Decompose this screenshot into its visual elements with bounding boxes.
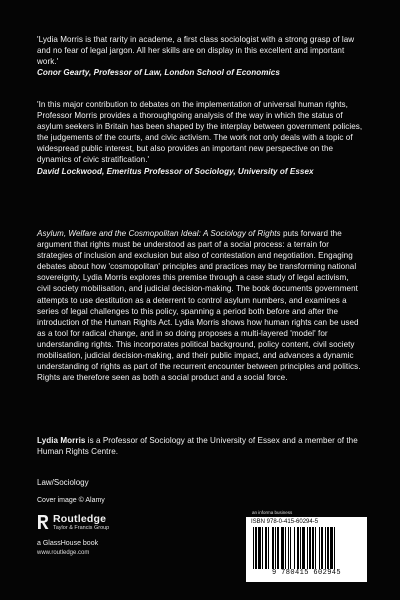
publisher-logo	[37, 513, 197, 573]
book-title: Asylum, Welfare and the Cosmopolitan Ideal: A Sociology of Rights	[37, 229, 281, 238]
review-quote-1	[37, 34, 364, 78]
isbn-barcode	[246, 517, 367, 582]
description-text: puts forward the argument that rights must be understood as part of a social process: a terrain for strategies of inclusion and exclusion but also of contestation and negotiation. Engaging debates about how 'cosmopolitan' principles and practices may be transforming national sovereignty, Lydia Morris explores this premise through a case study of legal activism, civil society mobilisation, and judicial decision-making. The book documents government attempts to use destitution as a deterrent to control asylum numbers, and examines a series of legal challenges to this policy, spanning a period both before and after the introduction of the Human Rights Act. Lydia Morris shows how human rights can be used as a tool for radical change, and in so doing proposes a multi-layered 'model' for understanding rights. This incorporates political background, policy content, civil society mobilisation, judicial decision-making, and their public impact, and advances a dynamic understanding of rights as part of the recurrent encounter between principles and politics. Rights are therefore seen as both a social product and a social force.	[37, 229, 361, 383]
imprint-label: a GlassHouse book	[37, 540, 99, 547]
subject-category: Law/Sociology	[37, 478, 89, 487]
quote-attribution: David Lockwood, Emeritus Professor of Sociology, University of Essex	[37, 166, 314, 176]
publisher-url: www.routledge.com	[37, 550, 90, 556]
quote-attribution: Conor Gearty, Professor of Law, London School of Economics	[37, 68, 280, 78]
publisher-tagline: Taylor & Francis Group	[53, 525, 110, 531]
quote-text: 'Lydia Morris is that rarity in academe, a first class sociologist with a strong grasp of law and no fear of legal jargon. All her skills are on display in this excellent and important work.'	[37, 35, 355, 67]
informa-label: an informa business	[252, 510, 293, 515]
bio-text: is a Professor of Sociology at the University of Essex and a member of the Human Rights Centre.	[37, 436, 358, 457]
routledge-r-icon	[37, 514, 49, 530]
author-name: Lydia Morris	[37, 436, 86, 445]
review-quote-2	[37, 99, 364, 177]
quote-text: 'In this major contribution to debates on the implementation of universal human rights, Professor Morris provides a thoroughgoing analysis of the way in which the status of asylum seekers in Britain has been shaped by the interplay between government policies, the judgements of the courts, and civic activism. The work not only deals with a topic of widespread public interest, but also provides an important new perspective on the dynamics of civic stratification.'	[37, 100, 363, 165]
author-bio	[37, 435, 364, 457]
isbn-number: ISBN 978-0-415-60294-5	[251, 519, 319, 525]
cover-credit: Cover image © Alamy	[37, 497, 105, 504]
barcode-digits: 9 780415 602945	[271, 569, 341, 577]
publisher-name: Routledge	[53, 513, 107, 525]
book-description	[37, 228, 364, 383]
barcode-icon	[253, 527, 360, 569]
